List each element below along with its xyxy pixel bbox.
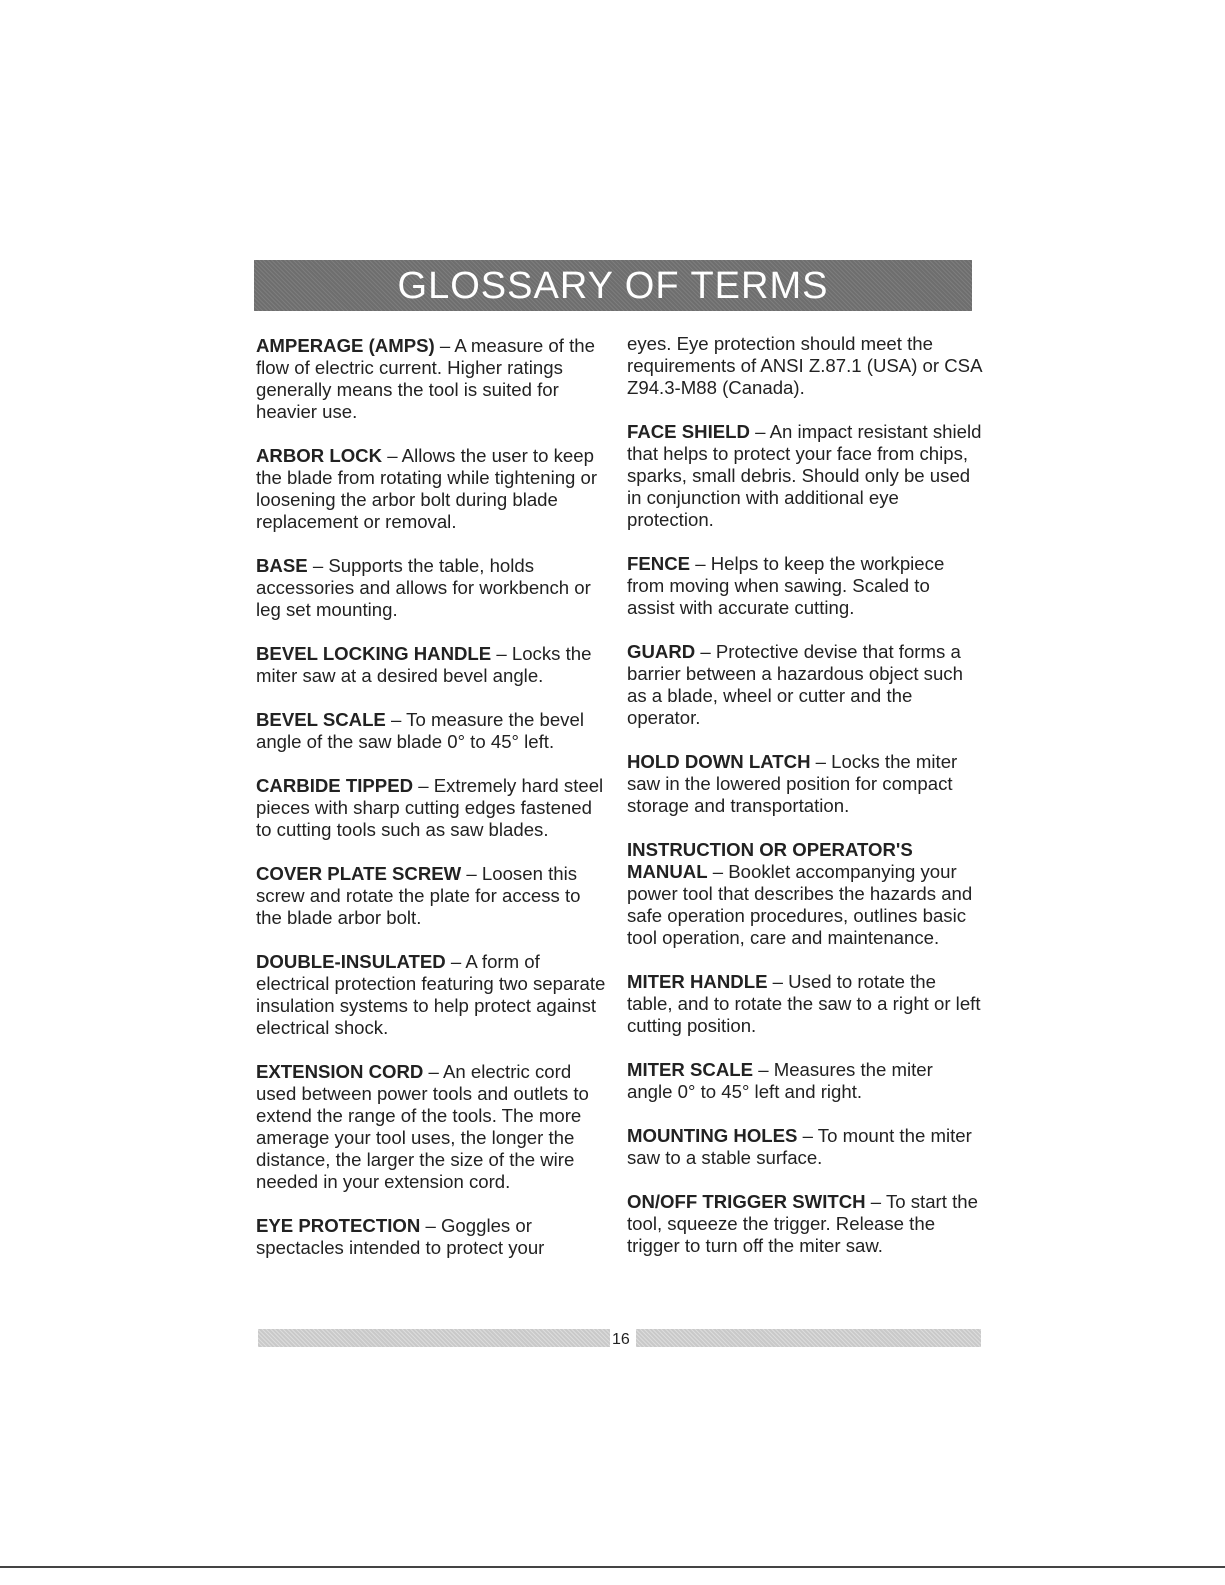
glossary-definition: – To measure the bevel angle of the saw blade 0° to 45° left. xyxy=(256,709,584,752)
glossary-entry xyxy=(256,709,611,753)
glossary-entry xyxy=(256,775,611,841)
glossary-left-column xyxy=(256,335,611,1281)
glossary-entry xyxy=(627,553,982,619)
glossary-entry xyxy=(627,1059,982,1103)
glossary-definition: – Booklet accompanying your power tool that describes the hazards and safe operation procedures, outlines basic tool operation, care and maintenance. xyxy=(627,861,973,948)
glossary-definition: – A measure of the flow of electric current. Higher ratings generally means the tool is suited for heavier use. xyxy=(256,335,595,422)
glossary-term: EXTENSION CORD xyxy=(256,1061,424,1082)
glossary-right-column xyxy=(627,333,982,1279)
glossary-term: FACE SHIELD xyxy=(627,421,750,442)
glossary-entry xyxy=(256,335,611,423)
footer-rule-right xyxy=(636,1329,981,1347)
glossary-term: BASE xyxy=(256,555,308,576)
page-title: GLOSSARY OF TERMS xyxy=(397,264,829,307)
glossary-entry xyxy=(627,751,982,817)
glossary-definition: – Goggles or spectacles intended to protect your xyxy=(256,1215,545,1258)
glossary-definition: – A form of electrical protection featuring two separate insulation systems to help protect against electrical shock. xyxy=(256,951,606,1038)
glossary-term: FENCE xyxy=(627,553,691,574)
glossary-entry xyxy=(256,643,611,687)
glossary-term: BEVEL LOCKING HANDLE xyxy=(256,643,492,664)
glossary-term: CARBIDE TIPPED xyxy=(256,775,414,796)
glossary-header-banner xyxy=(254,260,972,311)
glossary-term: DOUBLE-INSULATED xyxy=(256,951,446,972)
glossary-term: ARBOR LOCK xyxy=(256,445,383,466)
scan-edge-divider xyxy=(0,1566,1225,1568)
glossary-term: MOUNTING HOLES xyxy=(627,1125,798,1146)
glossary-term: INSTRUCTION OR OPERATOR'S MANUAL xyxy=(627,839,913,882)
glossary-term: HOLD DOWN LATCH xyxy=(627,751,811,772)
glossary-term: GUARD xyxy=(627,641,696,662)
glossary-definition: – Loosen this screw and rotate the plate for access to the blade arbor bolt. xyxy=(256,863,581,928)
glossary-definition: – Measures the miter angle 0° to 45° left and right. xyxy=(627,1059,933,1102)
glossary-definition: – Locks the miter saw in the lowered position for compact storage and transportation. xyxy=(627,751,958,816)
footer-rule-left xyxy=(258,1329,610,1347)
glossary-term: BEVEL SCALE xyxy=(256,709,386,730)
glossary-entry xyxy=(256,445,611,533)
glossary-entry xyxy=(627,1125,982,1169)
glossary-definition: – Extremely hard steel pieces with sharp cutting edges fastened to cutting tools such as saw blades. xyxy=(256,775,604,840)
glossary-definition: eyes. Eye protection should meet the requirements of ANSI Z.87.1 (USA) or CSA Z94.3-M88 (Canada). xyxy=(627,333,982,398)
glossary-definition: – To start the tool, squeeze the trigger. Release the trigger to turn off the miter saw. xyxy=(627,1191,978,1256)
glossary-definition: – Used to rotate the table, and to rotate the saw to a right or left cutting position. xyxy=(627,971,981,1036)
glossary-definition: – Helps to keep the workpiece from moving when sawing. Scaled to assist with accurate cutting. xyxy=(627,553,945,618)
glossary-entry xyxy=(627,421,982,531)
glossary-entry xyxy=(627,971,982,1037)
glossary-definition: – Protective devise that forms a barrier between a hazardous object such as a blade, wheel or cutter and the operator. xyxy=(627,641,963,728)
glossary-entry xyxy=(627,641,982,729)
glossary-entry xyxy=(256,1061,611,1193)
glossary-entry xyxy=(256,863,611,929)
glossary-entry xyxy=(627,839,982,949)
glossary-definition: – An impact resistant shield that helps to protect your face from chips, sparks, small debris. Should only be used in conjunction with additional eye protection. xyxy=(627,421,982,530)
glossary-entry xyxy=(256,1215,611,1259)
glossary-term: EYE PROTECTION xyxy=(256,1215,421,1236)
glossary-definition: – An electric cord used between power tools and outlets to extend the range of the tools. The more amerage your tool uses, the longer the distance, the larger the size of the wire needed in your extension cord. xyxy=(256,1061,589,1192)
glossary-definition: – Allows the user to keep the blade from rotating while tightening or loosening the arbor bolt during blade replacement or removal. xyxy=(256,445,598,532)
glossary-entry-continued xyxy=(627,333,982,399)
glossary-definition: – Locks the miter saw at a desired bevel angle. xyxy=(256,643,592,686)
glossary-term: MITER HANDLE xyxy=(627,971,768,992)
glossary-entry xyxy=(256,951,611,1039)
glossary-term: COVER PLATE SCREW xyxy=(256,863,462,884)
glossary-entry xyxy=(256,555,611,621)
glossary-entry xyxy=(627,1191,982,1257)
glossary-definition: – To mount the miter saw to a stable surface. xyxy=(627,1125,972,1168)
glossary-term: MITER SCALE xyxy=(627,1059,754,1080)
page-number: 16 xyxy=(612,1331,630,1348)
glossary-term: AMPERAGE (AMPS) xyxy=(256,335,435,356)
glossary-definition: – Supports the table, holds accessories and allows for workbench or leg set mounting. xyxy=(256,555,591,620)
glossary-term: ON/OFF TRIGGER SWITCH xyxy=(627,1191,866,1212)
